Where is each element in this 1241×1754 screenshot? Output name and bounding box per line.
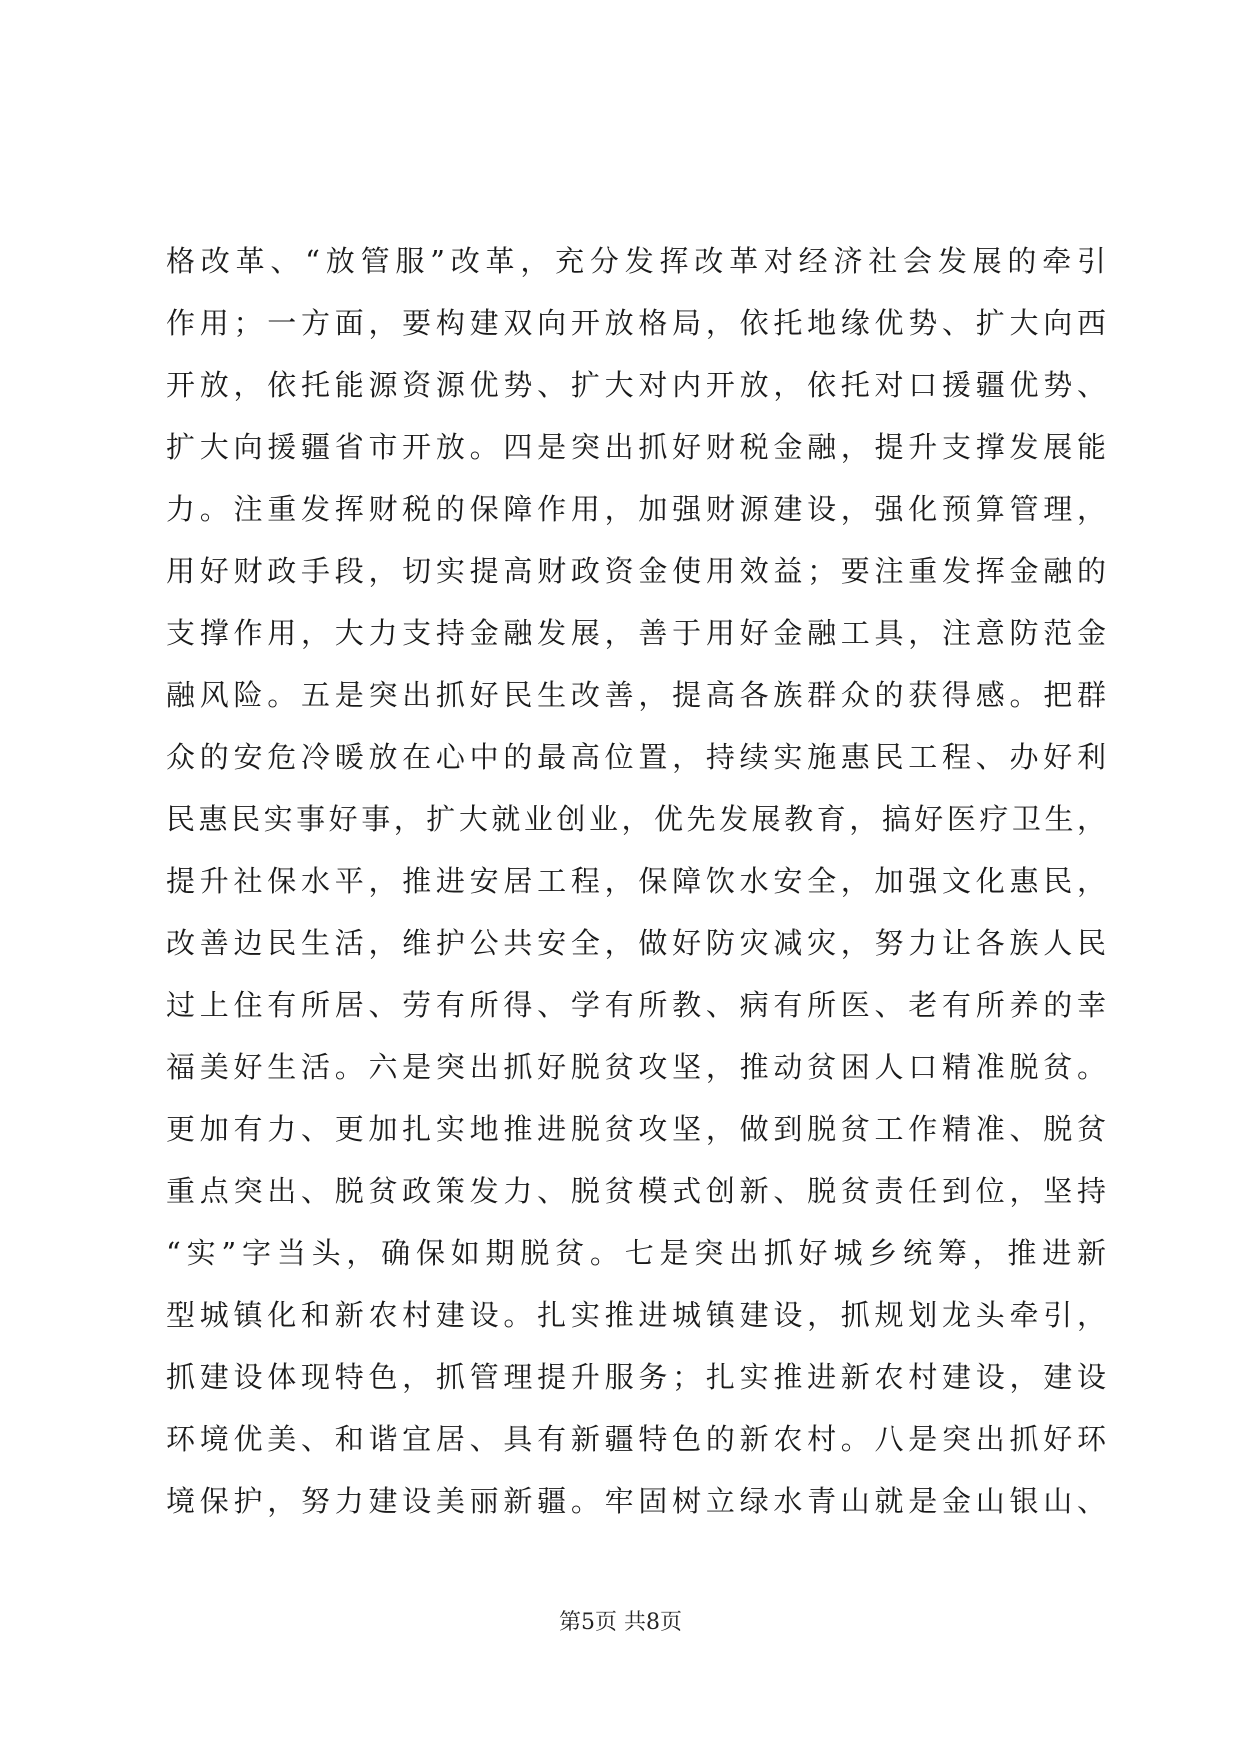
text-line: 更加有力、更加扎实地推进脱贫攻坚，做到脱贫工作精准、脱贫 bbox=[166, 1112, 1106, 1146]
text-line: 民惠民实事好事，扩大就业创业，优先发展教育，搞好医疗卫生， bbox=[166, 802, 1106, 836]
text-line: 重点突出、脱贫政策发力、脱贫模式创新、脱贫责任到位，坚持 bbox=[166, 1174, 1106, 1208]
text-line: 众的安危冷暖放在心中的最高位置，持续实施惠民工程、办好利 bbox=[166, 740, 1106, 774]
text-line: 福美好生活。六是突出抓好脱贫攻坚，推动贫困人口精准脱贫。 bbox=[166, 1050, 1106, 1084]
text-line: 过上住有所居、劳有所得、学有所教、病有所医、老有所养的幸 bbox=[166, 988, 1106, 1022]
text-line: 扩大向援疆省市开放。四是突出抓好财税金融，提升支撑发展能 bbox=[166, 430, 1106, 464]
text-line: 改善边民生活，维护公共安全，做好防灾减灾，努力让各族人民 bbox=[166, 926, 1106, 960]
text-line: 支撑作用，大力支持金融发展，善于用好金融工具，注意防范金 bbox=[166, 616, 1106, 650]
text-line: 格改革、“放管服”改革，充分发挥改革对经济社会发展的牵引 bbox=[166, 244, 1106, 278]
text-line: 用好财政手段，切实提高财政资金使用效益；要注重发挥金融的 bbox=[166, 554, 1106, 588]
text-line: “实”字当头，确保如期脱贫。七是突出抓好城乡统筹，推进新 bbox=[166, 1236, 1106, 1270]
text-line: 型城镇化和新农村建设。扎实推进城镇建设，抓规划龙头牵引， bbox=[166, 1298, 1106, 1332]
text-line: 境保护，努力建设美丽新疆。牢固树立绿水青山就是金山银山、 bbox=[166, 1484, 1106, 1518]
page-number: 第5页 共8页 bbox=[559, 1610, 682, 1635]
text-line: 提升社保水平，推进安居工程，保障饮水安全，加强文化惠民， bbox=[166, 864, 1106, 898]
text-line: 融风险。五是突出抓好民生改善，提高各族群众的获得感。把群 bbox=[166, 678, 1106, 712]
text-line: 开放，依托能源资源优势、扩大对内开放，依托对口援疆优势、 bbox=[166, 368, 1106, 402]
text-line: 环境优美、和谐宜居、具有新疆特色的新农村。八是突出抓好环 bbox=[166, 1422, 1106, 1456]
text-line: 力。注重发挥财税的保障作用，加强财源建设，强化预算管理， bbox=[166, 492, 1106, 526]
text-line: 抓建设体现特色，抓管理提升服务；扎实推进新农村建设，建设 bbox=[166, 1360, 1106, 1394]
text-line: 作用；一方面，要构建双向开放格局，依托地缘优势、扩大向西 bbox=[166, 306, 1106, 340]
body-text bbox=[166, 230, 1106, 1532]
